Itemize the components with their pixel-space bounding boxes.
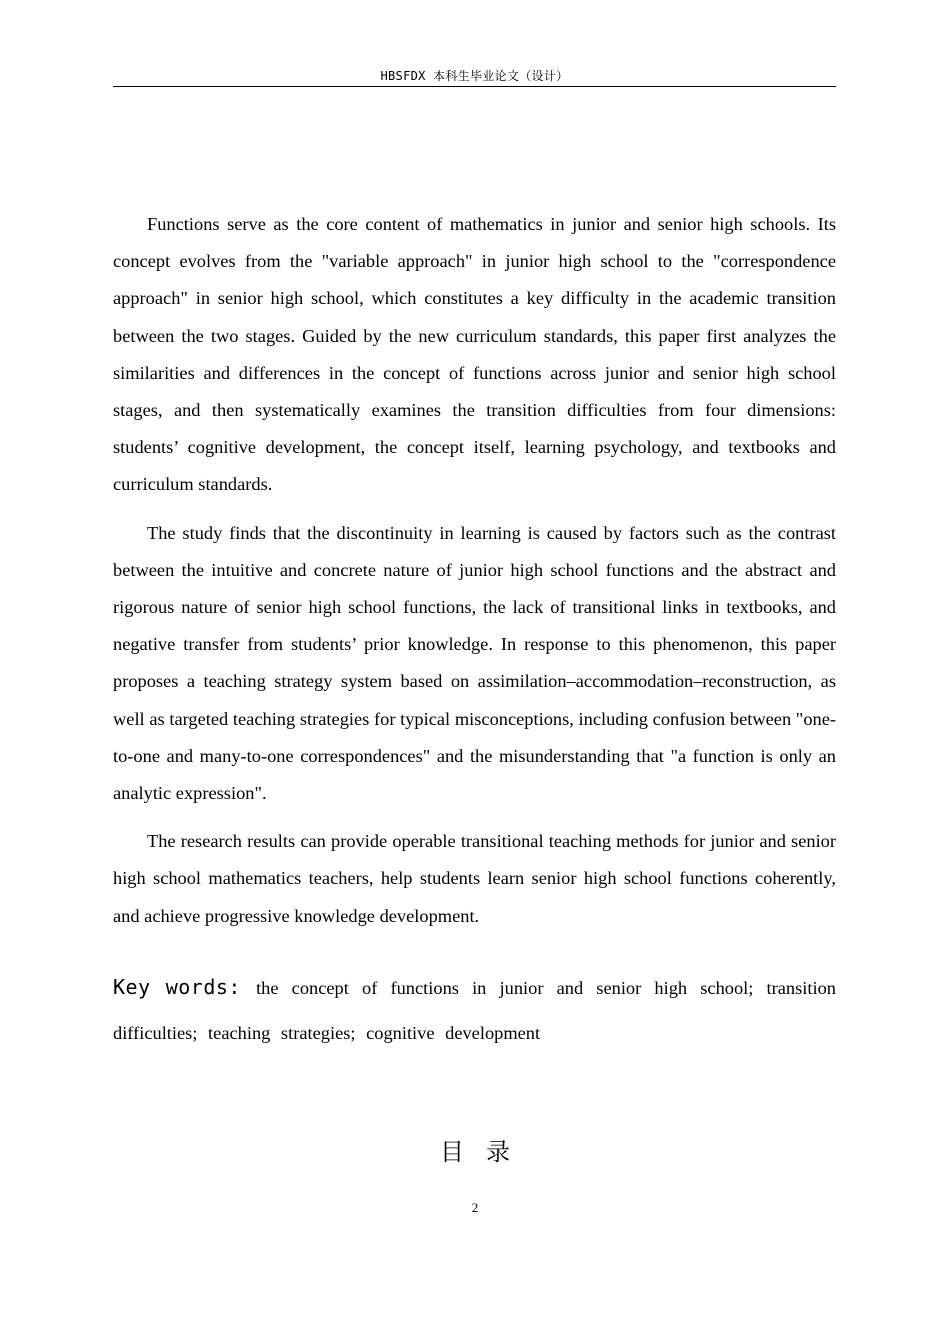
toc-title: 目录 xyxy=(440,1138,532,1166)
abstract-body xyxy=(113,206,836,946)
abstract-paragraph-1: Functions serve as the core content of mathematics in junior and senior high schools. Its concept evolves from the "variable approach" in junior high school to the "correspondence approach" in senior high school, which constitutes a key difficulty in the academic transition between the two stages. Guided by the new curriculum standards, this paper first analyzes the similarities and differences in the concept of functions across junior and senior high school stages, and then systematically examines the transition difficulties from four dimensions: students’ cognitive development, the concept itself, learning psychology, and textbooks and curriculum standards. xyxy=(113,214,836,495)
keywords-block xyxy=(113,965,836,1056)
running-header: HBSFDX 本科生毕业论文（设计） xyxy=(380,69,569,83)
header-rule xyxy=(113,86,836,87)
page-number: 2 xyxy=(471,1200,479,1215)
keywords-label: Key words: xyxy=(113,975,257,999)
abstract-paragraph-2: The study finds that the discontinuity in learning is caused by factors such as the contrast between the intuitive and concrete nature of junior high school functions and the abstract and rigorous nature of senior high school functions, the lack of transitional links in textbooks, and negative transfer from students’ prior knowledge. In response to this phenomenon, this paper proposes a teaching strategy system based on assimilation–accommodation–reconstruction, as well as targeted teaching strategies for typical misconceptions, including confusion between "one-to-one and many-to-one correspondences" and the misunderstanding that "a function is only an analytic expression". xyxy=(113,522,836,804)
abstract-paragraph-3: The research results can provide operable transitional teaching methods for junior and senior high school mathematics teachers, help students learn senior high school functions coherently, and achieve progressive knowledge development. xyxy=(113,831,836,926)
keywords-text: the concept of functions in junior and senior high school; transition difficulties; teaching strategies; cognitive development xyxy=(113,978,836,1043)
